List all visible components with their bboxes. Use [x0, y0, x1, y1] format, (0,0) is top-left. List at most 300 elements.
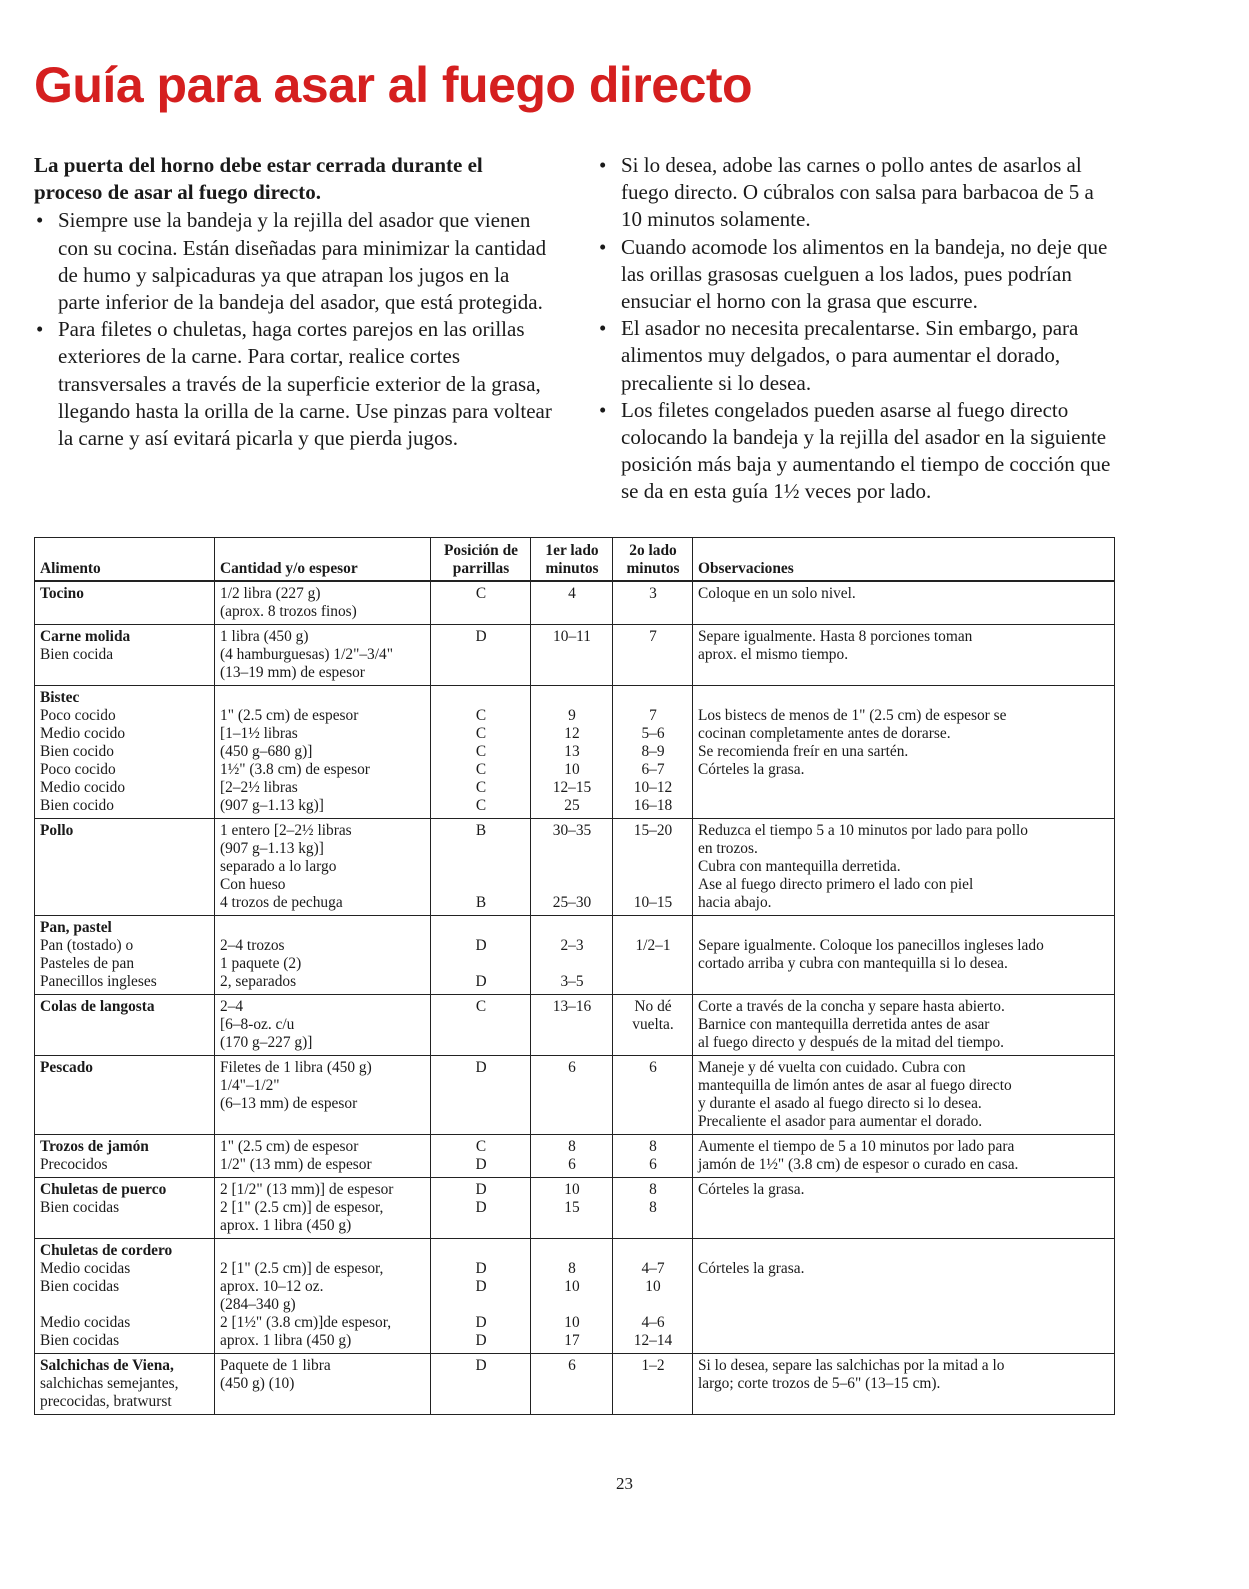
cell-line: aprox. 1 libra (450 g)	[220, 1332, 352, 1349]
cell-line: salchichas semejantes,	[40, 1375, 179, 1392]
cell-line	[698, 1314, 1110, 1332]
cell-observaciones	[693, 581, 1115, 625]
cell-lado1	[531, 581, 613, 625]
cell-line: 30–35	[552, 822, 592, 839]
cell-line: C	[475, 797, 487, 814]
cell-line: Medio cocido	[40, 725, 126, 742]
cell-line: 1/2" (13 mm) de espesor	[220, 1156, 372, 1173]
cell-line: C	[475, 998, 487, 1015]
header-lado1: 1er lado minutos	[531, 538, 613, 582]
cell-alimento	[35, 625, 215, 686]
cell-line: 6	[568, 1059, 576, 1076]
cell-line	[618, 919, 688, 937]
cell-observaciones	[693, 1135, 1115, 1178]
cell-line: [2–2½ libras	[220, 779, 298, 796]
page-number: 23	[616, 1474, 633, 1493]
cell-line	[536, 919, 608, 937]
cell-line	[536, 955, 608, 973]
cell-line: C	[475, 779, 487, 796]
cell-line: mantequilla de limón antes de asar al fuego directo	[698, 1077, 1012, 1094]
cell-line: jamón de 1½" (3.8 cm) de espesor o curado en casa.	[698, 1156, 1019, 1173]
cell-line	[436, 1242, 526, 1260]
cell-line	[618, 876, 688, 894]
cell-cantidad	[215, 625, 431, 686]
cell-lado2	[613, 1135, 693, 1178]
cell-lado1	[531, 995, 613, 1056]
cell-lado2	[613, 1056, 693, 1135]
page-title: Guía para asar al fuego directo	[34, 57, 753, 113]
cell-lado1	[531, 686, 613, 819]
cell-line: Córteles la grasa.	[698, 761, 805, 778]
cell-line: 8	[568, 1260, 576, 1277]
table-row	[35, 1239, 1115, 1354]
cell-line	[536, 876, 608, 894]
cell-line: 2 [1/2" (13 mm)] de espesor	[220, 1181, 394, 1198]
cell-line: vuelta.	[632, 1016, 674, 1033]
cell-observaciones	[693, 686, 1115, 819]
cell-line: 1½" (3.8 cm) de espesor	[220, 761, 370, 778]
cell-posicion	[431, 1056, 531, 1135]
bullet-item	[597, 152, 1117, 234]
bullet-text: Cuando acomode los alimentos en la bandeja, no deje que las orillas grasosas cuelguen a los lados, pues podrían ensuciar el horno con la grasa que escurre.	[621, 234, 1108, 314]
cell-line: 10	[564, 1314, 580, 1331]
cell-lado1	[531, 1178, 613, 1239]
cell-line	[618, 1296, 688, 1314]
cell-line: separado a lo largo	[220, 858, 337, 875]
cell-line: D	[475, 937, 487, 954]
cell-line: Medio cocidas	[40, 1260, 131, 1277]
cell-line: C	[475, 1138, 487, 1155]
cell-line: No dé	[634, 998, 672, 1015]
table-row	[35, 1056, 1115, 1135]
cell-line: Coloque en un solo nivel.	[698, 585, 856, 602]
bullet-text: Los filetes congelados pueden asarse al fuego directo colocando la bandeja y la rejilla del asador en la siguiente posición más baja y aumentando el tiempo de cocción que se da en esta guía 1½ veces por lado.	[621, 397, 1111, 504]
cell-line: Tocino	[40, 585, 84, 602]
cell-line: C	[475, 585, 487, 602]
cell-line: Cubra con mantequilla derretida.	[698, 858, 901, 875]
cell-line: y durante el asado al fuego directo si lo desea.	[698, 1095, 982, 1112]
cell-line: 6	[649, 1156, 657, 1173]
cell-line: Bien cocidas	[40, 1278, 120, 1295]
cell-line: 1 paquete (2)	[220, 955, 302, 972]
cell-line: al fuego directo y después de la mitad del tiempo.	[698, 1034, 1005, 1051]
cell-cantidad	[215, 686, 431, 819]
cell-line: 6	[649, 1059, 657, 1076]
cell-observaciones	[693, 1056, 1115, 1135]
cell-line: 12	[564, 725, 580, 742]
cell-line: (450 g–680 g)]	[220, 743, 313, 760]
cell-alimento	[35, 995, 215, 1056]
intro-left-column	[34, 152, 554, 452]
cell-lado2	[613, 686, 693, 819]
cell-lado2	[613, 625, 693, 686]
cell-line: Precaliente el asador para aumentar el dorado.	[698, 1113, 983, 1130]
cell-line: [1–1½ libras	[220, 725, 298, 742]
bullet-item	[34, 207, 554, 316]
table-row	[35, 1135, 1115, 1178]
cell-line: 10	[645, 1278, 661, 1295]
cell-lado1	[531, 916, 613, 995]
cell-line: B	[475, 894, 487, 911]
cell-line: Pan, pastel	[40, 919, 112, 936]
cell-cantidad	[215, 1354, 431, 1415]
cell-line	[698, 973, 1110, 991]
cell-line	[220, 919, 426, 937]
table-row	[35, 819, 1115, 916]
bullet-icon: •	[599, 316, 607, 341]
bullet-item	[597, 315, 1117, 397]
cell-line: 8	[649, 1199, 657, 1216]
cell-lado1	[531, 819, 613, 916]
cell-line: D	[475, 1314, 487, 1331]
cell-lado2	[613, 819, 693, 916]
cell-line: Trozos de jamón	[40, 1138, 149, 1155]
cell-line: Poco cocido	[40, 707, 116, 724]
cell-alimento	[35, 1178, 215, 1239]
cell-line: 4–6	[641, 1314, 665, 1331]
cell-line: Córteles la grasa.	[698, 1181, 805, 1198]
bullet-item	[597, 234, 1117, 316]
header-observaciones: Observaciones	[693, 538, 1115, 582]
bullet-text: Para filetes o chuletas, haga cortes parejos en las orillas exteriores de la carne. Para cortar, realice cortes transversales a través de la superficie exterior de la grasa, llegando hasta la orilla de la carne. Use pinzas para voltear la carne y así evitará picarla y que pierda jugos.	[58, 317, 552, 451]
header-cantidad: Cantidad y/o espesor	[215, 538, 431, 582]
cell-line: 1/2–1	[635, 937, 671, 954]
table-row	[35, 995, 1115, 1056]
cell-line: Córteles la grasa.	[698, 1260, 805, 1277]
cell-posicion	[431, 1178, 531, 1239]
cell-line	[698, 779, 1110, 797]
cell-line: D	[475, 1357, 487, 1374]
cell-posicion	[431, 1239, 531, 1354]
cell-cantidad	[215, 995, 431, 1056]
cell-lado2	[613, 1239, 693, 1354]
intro-left-bullets	[34, 207, 554, 452]
cell-line: D	[475, 628, 487, 645]
cell-line: 6	[568, 1357, 576, 1374]
table-row	[35, 581, 1115, 625]
bullet-icon: •	[599, 234, 607, 259]
cell-line: Aumente el tiempo de 5 a 10 minutos por lado para	[698, 1138, 1015, 1155]
intro-right-bullets	[597, 152, 1117, 506]
cell-lado1	[531, 1056, 613, 1135]
cell-line: hacia abajo.	[698, 894, 772, 911]
cell-line: Chuletas de cordero	[40, 1242, 173, 1259]
cell-observaciones	[693, 995, 1115, 1056]
bullet-icon: •	[36, 317, 44, 342]
cell-line: 17	[564, 1332, 580, 1349]
cell-line: Paquete de 1 libra	[220, 1357, 331, 1374]
cell-line: 6–7	[641, 761, 665, 778]
cell-line: C	[475, 761, 487, 778]
cell-line: Medio cocido	[40, 779, 126, 796]
cell-line: (284–340 g)	[220, 1296, 296, 1313]
cell-line: Con hueso	[220, 876, 286, 893]
cell-line	[436, 876, 526, 894]
cell-line: (13–19 mm) de espesor	[220, 664, 365, 681]
cell-line: Pasteles de pan	[40, 955, 135, 972]
cell-line: Si lo desea, separe las salchichas por la mitad a lo	[698, 1357, 1005, 1374]
cell-line	[40, 1296, 210, 1314]
cell-cantidad	[215, 1056, 431, 1135]
cell-alimento	[35, 1056, 215, 1135]
cell-line: 15	[564, 1199, 580, 1216]
cell-line: 5–6	[641, 725, 665, 742]
cell-observaciones	[693, 1178, 1115, 1239]
cell-line: aprox. 1 libra (450 g)	[220, 1217, 352, 1234]
cell-line: C	[475, 743, 487, 760]
cell-line: 10–15	[633, 894, 673, 911]
cell-lado1	[531, 1354, 613, 1415]
cell-line: Medio cocidas	[40, 1314, 131, 1331]
cell-line	[536, 689, 608, 707]
cell-line: 1–2	[641, 1357, 665, 1374]
cell-observaciones	[693, 916, 1115, 995]
cell-line: aprox. el mismo tiempo.	[698, 646, 849, 663]
bullet-item	[597, 397, 1117, 506]
cell-line	[698, 689, 1110, 707]
cell-cantidad	[215, 916, 431, 995]
cell-line: D	[475, 1332, 487, 1349]
cell-line: 25	[564, 797, 580, 814]
cell-line	[698, 919, 1110, 937]
cell-cantidad	[215, 1178, 431, 1239]
cell-line: Colas de langosta	[40, 998, 155, 1015]
cell-line: D	[475, 1156, 487, 1173]
cell-alimento	[35, 916, 215, 995]
cell-line: Carne molida	[40, 628, 131, 645]
cell-line: 2–4	[220, 998, 244, 1015]
cell-line: C	[475, 725, 487, 742]
cell-line: 10–11	[553, 628, 591, 645]
cell-line: 1" (2.5 cm) de espesor	[220, 707, 359, 724]
cell-line: Poco cocido	[40, 761, 116, 778]
cell-line: Salchichas de Viena,	[40, 1357, 174, 1374]
cell-line: 2 [1" (2.5 cm)] de espesor,	[220, 1260, 384, 1277]
cell-line: 13–16	[552, 998, 592, 1015]
cell-line: (4 hamburguesas) 1/2"–3/4"	[220, 646, 394, 663]
table-row	[35, 1354, 1115, 1415]
cell-lado2	[613, 1178, 693, 1239]
cell-line: D	[475, 1059, 487, 1076]
cell-line	[536, 1242, 608, 1260]
cell-line: D	[475, 1199, 487, 1216]
cell-line: Filetes de 1 libra (450 g)	[220, 1059, 372, 1076]
cell-line	[698, 1278, 1110, 1296]
cell-line	[536, 1296, 608, 1314]
cell-line: 3–5	[560, 973, 584, 990]
cell-line: (907 g–1.13 kg)]	[220, 840, 324, 857]
cell-line: 1" (2.5 cm) de espesor	[220, 1138, 359, 1155]
cell-line: 2–3	[560, 937, 584, 954]
cell-line: 9	[568, 707, 576, 724]
cell-line: D	[475, 973, 487, 990]
cell-line: Bien cocida	[40, 646, 114, 663]
cell-line	[698, 1296, 1110, 1314]
cell-observaciones	[693, 625, 1115, 686]
cell-observaciones	[693, 1239, 1115, 1354]
cell-line: Corte a través de la concha y separe hasta abierto.	[698, 998, 1005, 1015]
cell-lado2	[613, 1354, 693, 1415]
cell-line: (aprox. 8 trozos finos)	[220, 603, 357, 620]
cell-line: (170 g–227 g)]	[220, 1034, 313, 1051]
cell-lado1	[531, 1135, 613, 1178]
cell-line	[698, 797, 1110, 815]
cell-line: 10–12	[633, 779, 673, 796]
cell-line: Chuletas de puerco	[40, 1181, 167, 1198]
cell-alimento	[35, 1135, 215, 1178]
broiling-guide-table	[34, 537, 1115, 1415]
cell-line: Bistec	[40, 689, 80, 706]
cell-line	[220, 1242, 426, 1260]
cell-line	[436, 858, 526, 876]
cell-line: Precocidos	[40, 1156, 108, 1173]
header-alimento: Alimento	[35, 538, 215, 582]
cell-line: largo; corte trozos de 5–6" (13–15 cm).	[698, 1375, 941, 1392]
cell-cantidad	[215, 819, 431, 916]
cell-line: 7	[649, 628, 657, 645]
cell-line: (450 g) (10)	[220, 1375, 295, 1392]
cell-posicion	[431, 995, 531, 1056]
cell-observaciones	[693, 819, 1115, 916]
cell-line: 8	[568, 1138, 576, 1155]
cell-line: (6–13 mm) de espesor	[220, 1095, 358, 1112]
cell-line: 2, separados	[220, 973, 297, 990]
cell-line: 8–9	[641, 743, 665, 760]
cell-line: aprox. 10–12 oz.	[220, 1278, 324, 1295]
header-posicion: Posición de parrillas	[431, 538, 531, 582]
cell-line: 25–30	[552, 894, 592, 911]
bullet-icon: •	[599, 397, 607, 422]
cell-line	[618, 1242, 688, 1260]
cell-line: 16–18	[633, 797, 673, 814]
cell-line	[618, 973, 688, 991]
cell-line: precocidas, bratwurst	[40, 1393, 172, 1410]
cell-posicion	[431, 625, 531, 686]
cell-alimento	[35, 581, 215, 625]
cell-line: Se recomienda freír en una sartén.	[698, 743, 909, 760]
cell-line: 3	[649, 585, 657, 602]
cell-lado1	[531, 1239, 613, 1354]
cell-line: Pan (tostado) o	[40, 937, 134, 954]
cell-line: 8	[649, 1138, 657, 1155]
cell-line: Barnice con mantequilla derretida antes de asar	[698, 1016, 990, 1033]
table-row	[35, 625, 1115, 686]
cell-line	[220, 689, 426, 707]
cell-line	[618, 858, 688, 876]
cell-line: Bien cocido	[40, 797, 114, 814]
cell-line: 2–4 trozos	[220, 937, 285, 954]
bullet-text: Si lo desea, adobe las carnes o pollo antes de asarlos al fuego directo. O cúbralos con salsa para barbacoa de 5 a 10 minutos solamente.	[621, 153, 1094, 232]
cell-line: 4	[568, 585, 576, 602]
cell-line: [6–8-oz. c/u	[220, 1016, 295, 1033]
cell-posicion	[431, 1135, 531, 1178]
cell-line: Ase al fuego directo primero el lado con piel	[698, 876, 974, 893]
table-row	[35, 1178, 1115, 1239]
cell-alimento	[35, 1354, 215, 1415]
cell-line: D	[475, 1260, 487, 1277]
cell-observaciones	[693, 1354, 1115, 1415]
cell-line: 4–7	[641, 1260, 665, 1277]
cell-lado1	[531, 625, 613, 686]
cell-cantidad	[215, 1239, 431, 1354]
cell-line	[698, 1332, 1110, 1350]
table-row	[35, 686, 1115, 819]
bullet-item	[34, 316, 554, 452]
cell-posicion	[431, 1354, 531, 1415]
cell-line: C	[475, 707, 487, 724]
cell-line: cocinan completamente antes de dorarse.	[698, 725, 951, 742]
cell-line: Pescado	[40, 1059, 94, 1076]
bullet-text: El asador no necesita precalentarse. Sin embargo, para alimentos muy delgados, o para aumentar el dorado, precaliente si lo desea.	[621, 316, 1079, 395]
cell-line: 10	[564, 761, 580, 778]
table-header-row	[35, 538, 1115, 582]
cell-line	[618, 840, 688, 858]
cell-line	[698, 1242, 1110, 1260]
cell-cantidad	[215, 1135, 431, 1178]
cell-line: Los bistecs de menos de 1" (2.5 cm) de espesor se	[698, 707, 1007, 724]
cell-posicion	[431, 686, 531, 819]
cell-line: 12–15	[552, 779, 592, 796]
cell-line: Separe igualmente. Hasta 8 porciones toman	[698, 628, 973, 645]
cell-line: 1/4"–1/2"	[220, 1077, 280, 1094]
cell-line: 10	[564, 1278, 580, 1295]
cell-line: D	[475, 1278, 487, 1295]
cell-line: 1/2 libra (227 g)	[220, 585, 321, 602]
cell-posicion	[431, 819, 531, 916]
intro-heading: La puerta del horno debe estar cerrada durante el proceso de asar al fuego directo.	[34, 153, 483, 205]
cell-line	[436, 919, 526, 937]
cell-line: Reduzca el tiempo 5 a 10 minutos por lado para pollo	[698, 822, 1028, 839]
cell-line: 4 trozos de pechuga	[220, 894, 343, 911]
cell-line	[436, 955, 526, 973]
cell-line	[536, 840, 608, 858]
cell-posicion	[431, 581, 531, 625]
bullet-icon: •	[599, 153, 607, 177]
header-lado2: 2o lado minutos	[613, 538, 693, 582]
cell-alimento	[35, 1239, 215, 1354]
cell-line: Separe igualmente. Coloque los panecillos ingleses lado	[698, 937, 1044, 954]
cell-line: 13	[564, 743, 580, 760]
bullet-icon: •	[36, 208, 44, 233]
intro-right-column	[597, 152, 1117, 506]
cell-line: Bien cocidas	[40, 1199, 120, 1216]
cell-line: Bien cocido	[40, 743, 114, 760]
cell-line: Panecillos ingleses	[40, 973, 157, 990]
cell-line: Pollo	[40, 822, 74, 839]
cell-line	[618, 955, 688, 973]
cell-line: 8	[649, 1181, 657, 1198]
cell-line: 12–14	[633, 1332, 673, 1349]
cell-line: 15–20	[633, 822, 673, 839]
table-row	[35, 916, 1115, 995]
cell-line: 2 [1½" (3.8 cm)]de espesor,	[220, 1314, 392, 1331]
cell-line: 1 libra (450 g)	[220, 628, 309, 645]
cell-lado2	[613, 916, 693, 995]
cell-line: cortado arriba y cubra con mantequilla si lo desea.	[698, 955, 1008, 972]
cell-line: 1 entero [2–2½ libras	[220, 822, 352, 839]
cell-line	[618, 689, 688, 707]
cell-line: 10	[564, 1181, 580, 1198]
cell-line	[436, 689, 526, 707]
cell-line: B	[475, 822, 487, 839]
cell-line: 6	[568, 1156, 576, 1173]
cell-line	[436, 1296, 526, 1314]
cell-line	[536, 858, 608, 876]
cell-lado2	[613, 995, 693, 1056]
cell-line: (907 g–1.13 kg)]	[220, 797, 324, 814]
cell-alimento	[35, 819, 215, 916]
cell-posicion	[431, 916, 531, 995]
